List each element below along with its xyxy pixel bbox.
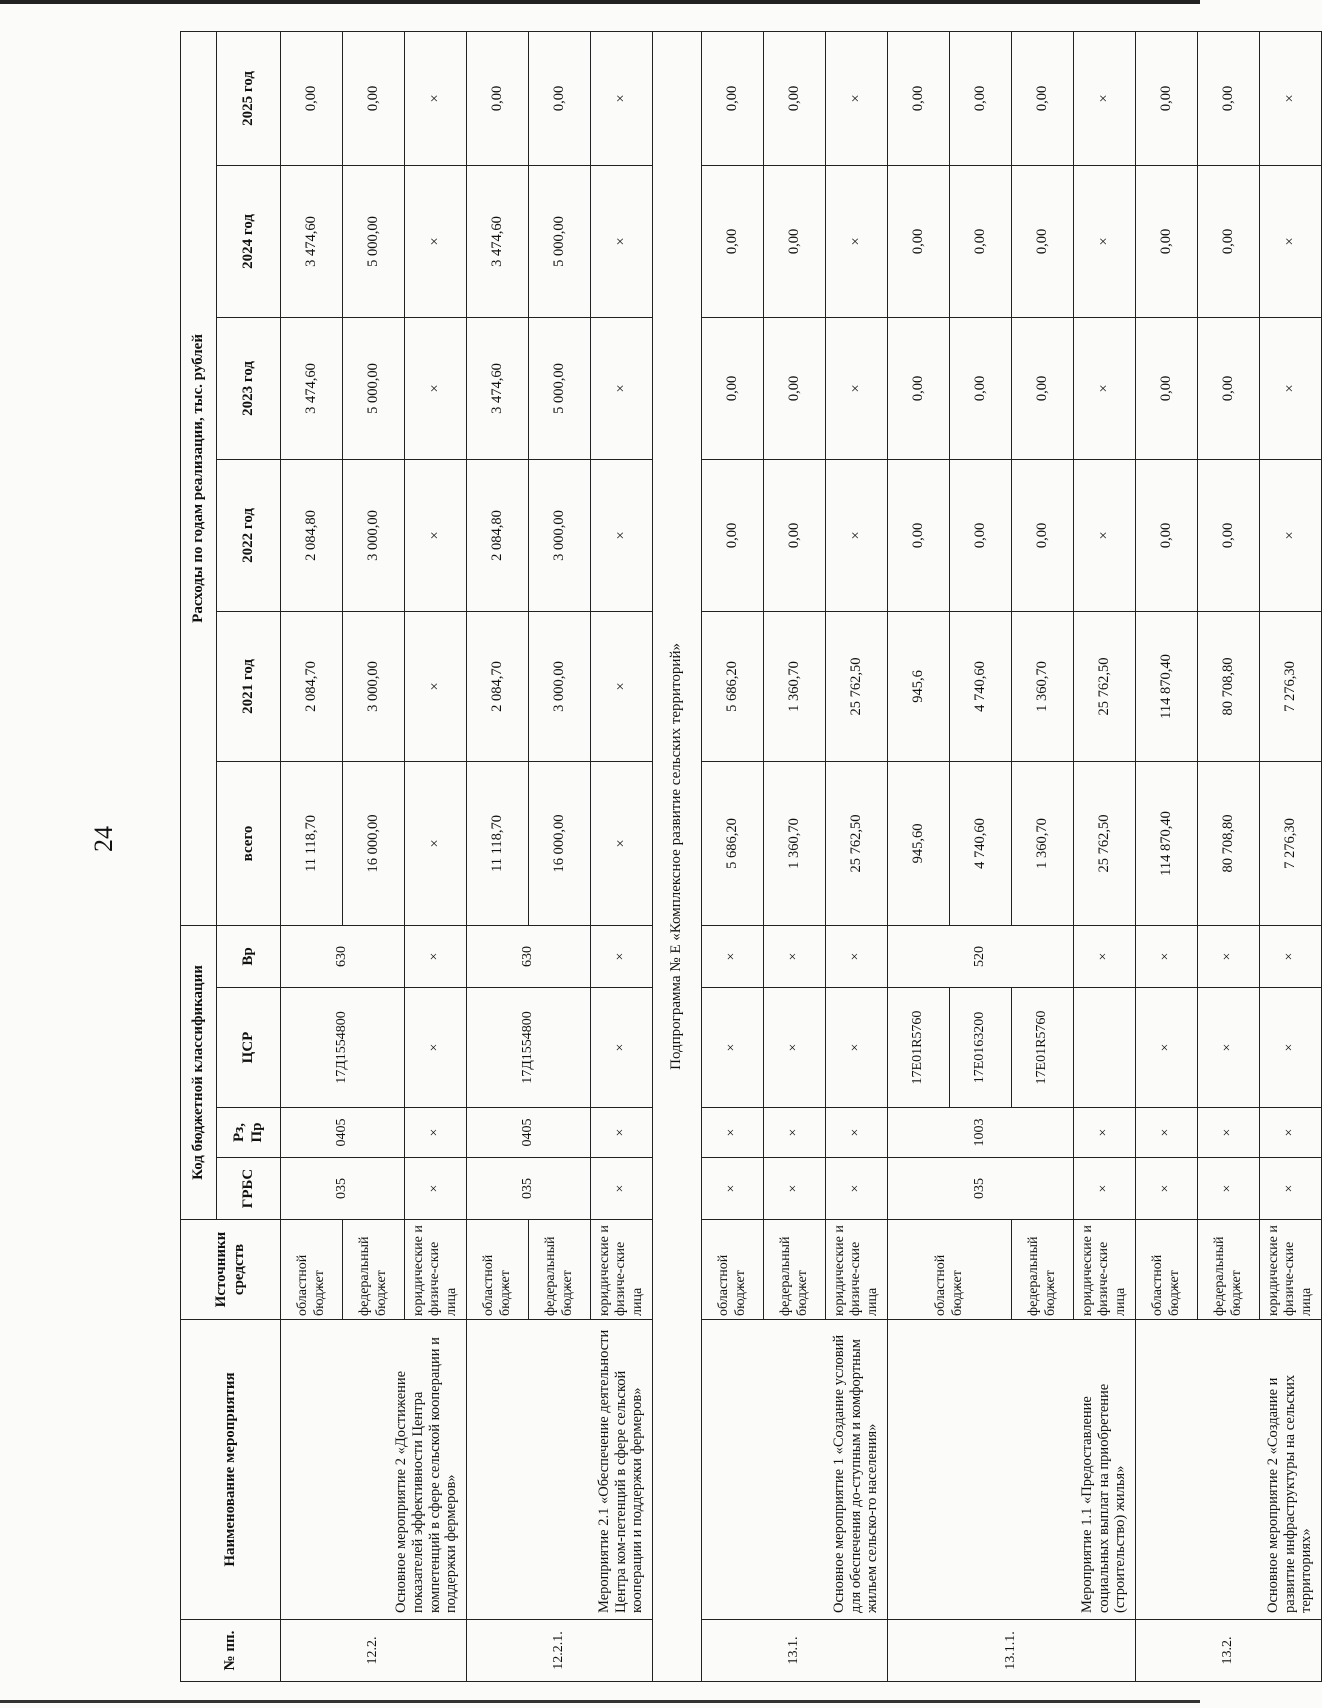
- y2024-cell: ×: [826, 165, 888, 317]
- table-row: [702, 31, 764, 1681]
- measure-name: Мероприятие 2.1 «Обеспечение деятельности Центра ком-петенций в сфере сельской кооперации и поддержки фермеров»: [467, 1320, 653, 1620]
- vr-cell: ×: [702, 925, 764, 987]
- header-2025: 2025 год: [217, 31, 281, 165]
- total-cell: 1 360,70: [764, 761, 826, 925]
- y2025-cell: 0,00: [702, 31, 764, 165]
- subprogram-title: Подпрограмма № Е «Комплексное развитие сельских территорий»: [653, 31, 702, 1681]
- vr-cell: 630: [467, 925, 591, 987]
- subprogram-row: [653, 31, 702, 1681]
- y2025-cell: ×: [1074, 31, 1136, 165]
- y2025-cell: ×: [405, 31, 467, 165]
- top-border-line: [0, 0, 1200, 4]
- y2024-cell: 3 474,60: [467, 165, 529, 317]
- source-cell: областной бюджет: [1136, 1220, 1198, 1320]
- csr-cell: 17Е01R5760: [1012, 988, 1074, 1108]
- total-cell: 1 360,70: [1012, 761, 1074, 925]
- y2024-cell: 0,00: [764, 165, 826, 317]
- y2023-cell: 5 000,00: [343, 317, 405, 459]
- total-cell: ×: [405, 761, 467, 925]
- row-num: 12.2.1.: [467, 1620, 653, 1682]
- source-cell: юридические и физиче-ские лица: [405, 1220, 467, 1320]
- header-code-group: Код бюджетной классификации: [181, 925, 217, 1219]
- vr-cell: ×: [1198, 925, 1260, 987]
- rotated-table-frame: [180, 32, 1315, 1682]
- vr-cell: ×: [1136, 925, 1198, 987]
- measure-name: Мероприятие 1.1 «Предоставление социальных выплат на приобретение (строительство) жилья»: [888, 1320, 1136, 1620]
- header-expenses-group: Расходы по годам реализации, тыс. рублей: [181, 31, 217, 925]
- y2024-cell: 0,00: [1198, 165, 1260, 317]
- source-cell: юридические и физиче-ские лица: [591, 1220, 653, 1320]
- y2021-cell: 80 708,80: [1198, 611, 1260, 761]
- header-vr: Вр: [217, 925, 281, 987]
- source-cell: федеральный бюджет: [529, 1220, 591, 1320]
- y2021-cell: 114 870,40: [1136, 611, 1198, 761]
- vr-cell: ×: [405, 925, 467, 987]
- table-row: [281, 31, 343, 1681]
- csr-cell: ×: [826, 988, 888, 1108]
- y2025-cell: 0,00: [343, 31, 405, 165]
- header-source: Источники средств: [181, 1220, 281, 1320]
- y2022-cell: 0,00: [764, 459, 826, 611]
- y2024-cell: 0,00: [702, 165, 764, 317]
- total-cell: 25 762,50: [1074, 761, 1136, 925]
- source-cell: федеральный бюджет: [1198, 1220, 1260, 1320]
- y2023-cell: ×: [1074, 317, 1136, 459]
- y2025-cell: 0,00: [1198, 31, 1260, 165]
- y2023-cell: ×: [1260, 317, 1322, 459]
- y2023-cell: 0,00: [1012, 317, 1074, 459]
- measure-name: Основное мероприятие 2 «Создание и развитие инфраструктуры на сельских территориях»: [1136, 1320, 1322, 1620]
- y2022-cell: 0,00: [1136, 459, 1198, 611]
- row-num: 13.2.: [1136, 1620, 1322, 1682]
- page-number: 24: [89, 826, 118, 852]
- y2024-cell: ×: [1074, 165, 1136, 317]
- csr-cell: ×: [764, 988, 826, 1108]
- y2024-cell: 0,00: [1136, 165, 1198, 317]
- grbs-cell: ×: [591, 1158, 653, 1220]
- csr-cell: [1074, 988, 1136, 1108]
- y2023-cell: 0,00: [702, 317, 764, 459]
- total-cell: ×: [591, 761, 653, 925]
- row-num: 13.1.: [702, 1620, 888, 1682]
- y2021-cell: 2 084,70: [281, 611, 343, 761]
- csr-cell: ×: [405, 988, 467, 1108]
- grbs-cell: ×: [405, 1158, 467, 1220]
- rzpr-cell: ×: [1136, 1108, 1198, 1158]
- y2025-cell: 0,00: [888, 31, 950, 165]
- grbs-cell: ×: [1074, 1158, 1136, 1220]
- vr-cell: ×: [826, 925, 888, 987]
- y2023-cell: 0,00: [888, 317, 950, 459]
- table-row: [1136, 31, 1198, 1681]
- total-cell: 11 118,70: [467, 761, 529, 925]
- vr-cell: ×: [1260, 925, 1322, 987]
- vr-cell: ×: [764, 925, 826, 987]
- y2022-cell: 2 084,80: [281, 459, 343, 611]
- y2023-cell: 5 000,00: [529, 317, 591, 459]
- grbs-cell: ×: [1198, 1158, 1260, 1220]
- rzpr-cell: 1003: [888, 1108, 1074, 1158]
- total-cell: 945,60: [888, 761, 950, 925]
- row-num: 13.1.1.: [888, 1620, 1136, 1682]
- y2023-cell: 3 474,60: [281, 317, 343, 459]
- vr-cell: 520: [888, 925, 1074, 987]
- y2022-cell: ×: [405, 459, 467, 611]
- rzpr-cell: ×: [1074, 1108, 1136, 1158]
- header-2021: 2021 год: [217, 611, 281, 761]
- y2021-cell: 2 084,70: [467, 611, 529, 761]
- y2025-cell: 0,00: [281, 31, 343, 165]
- grbs-cell: 035: [467, 1158, 591, 1220]
- y2025-cell: 0,00: [950, 31, 1012, 165]
- csr-cell: ×: [1136, 988, 1198, 1108]
- vr-cell: ×: [591, 925, 653, 987]
- total-cell: 114 870,40: [1136, 761, 1198, 925]
- y2021-cell: 945,6: [888, 611, 950, 761]
- y2025-cell: 0,00: [1136, 31, 1198, 165]
- rzpr-cell: ×: [764, 1108, 826, 1158]
- y2021-cell: 5 686,20: [702, 611, 764, 761]
- y2021-cell: 1 360,70: [764, 611, 826, 761]
- y2021-cell: 1 360,70: [1012, 611, 1074, 761]
- y2022-cell: 0,00: [702, 459, 764, 611]
- source-cell: областной бюджет: [281, 1220, 343, 1320]
- y2022-cell: 3 000,00: [529, 459, 591, 611]
- y2022-cell: 3 000,00: [343, 459, 405, 611]
- budget-table: [180, 31, 1322, 1682]
- source-cell: федеральный бюджет: [764, 1220, 826, 1320]
- y2021-cell: 7 276,30: [1260, 611, 1322, 761]
- y2021-cell: 25 762,50: [1074, 611, 1136, 761]
- header-name: Наименование мероприятия: [181, 1320, 281, 1620]
- y2021-cell: 25 762,50: [826, 611, 888, 761]
- source-cell: юридические и физиче-ские лица: [1074, 1220, 1136, 1320]
- total-cell: 16 000,00: [529, 761, 591, 925]
- y2025-cell: 0,00: [529, 31, 591, 165]
- total-cell: 7 276,30: [1260, 761, 1322, 925]
- grbs-cell: 035: [281, 1158, 405, 1220]
- total-cell: 5 686,20: [702, 761, 764, 925]
- rotated-table-sheet: [180, 32, 1315, 1682]
- csr-cell: 17Д1554800: [467, 988, 591, 1108]
- csr-cell: ×: [1260, 988, 1322, 1108]
- y2023-cell: 0,00: [764, 317, 826, 459]
- rzpr-cell: 0405: [467, 1108, 591, 1158]
- y2025-cell: 0,00: [764, 31, 826, 165]
- source-cell: юридические и физиче-ские лица: [1260, 1220, 1322, 1320]
- rzpr-cell: 0405: [281, 1108, 405, 1158]
- header-grbs: ГРБС: [217, 1158, 281, 1220]
- rzpr-cell: ×: [826, 1108, 888, 1158]
- y2023-cell: ×: [826, 317, 888, 459]
- grbs-cell: ×: [764, 1158, 826, 1220]
- y2022-cell: ×: [591, 459, 653, 611]
- y2022-cell: ×: [826, 459, 888, 611]
- grbs-cell: 035: [888, 1158, 1074, 1220]
- rzpr-cell: ×: [702, 1108, 764, 1158]
- y2024-cell: 5 000,00: [343, 165, 405, 317]
- y2023-cell: ×: [405, 317, 467, 459]
- y2022-cell: ×: [1260, 459, 1322, 611]
- y2025-cell: ×: [826, 31, 888, 165]
- csr-cell: 17Е0163200: [950, 988, 1012, 1108]
- y2024-cell: 3 474,60: [281, 165, 343, 317]
- y2025-cell: ×: [591, 31, 653, 165]
- y2023-cell: 0,00: [950, 317, 1012, 459]
- grbs-cell: ×: [702, 1158, 764, 1220]
- grbs-cell: ×: [1136, 1158, 1198, 1220]
- source-cell: областной бюджет: [888, 1220, 1012, 1320]
- grbs-cell: ×: [826, 1158, 888, 1220]
- source-cell: областной бюджет: [702, 1220, 764, 1320]
- bottom-border-line: [0, 1700, 1200, 1703]
- y2024-cell: ×: [1260, 165, 1322, 317]
- y2023-cell: 0,00: [1198, 317, 1260, 459]
- source-cell: федеральный бюджет: [1012, 1220, 1074, 1320]
- table-row: [467, 31, 529, 1681]
- y2022-cell: ×: [1074, 459, 1136, 611]
- y2024-cell: 5 000,00: [529, 165, 591, 317]
- y2021-cell: ×: [591, 611, 653, 761]
- csr-cell: 17Д1554800: [281, 988, 405, 1108]
- y2023-cell: 0,00: [1136, 317, 1198, 459]
- y2022-cell: 0,00: [888, 459, 950, 611]
- csr-cell: ×: [702, 988, 764, 1108]
- y2025-cell: 0,00: [1012, 31, 1074, 165]
- header-2022: 2022 год: [217, 459, 281, 611]
- vr-cell: 630: [281, 925, 405, 987]
- total-cell: 16 000,00: [343, 761, 405, 925]
- vr-cell: ×: [1074, 925, 1136, 987]
- measure-name: Основное мероприятие 1 «Создание условий для обеспечения до-ступным и комфортным жильем сельско-го населения»: [702, 1320, 888, 1620]
- row-num: 12.2.: [281, 1620, 467, 1682]
- header-2024: 2024 год: [217, 165, 281, 317]
- total-cell: 25 762,50: [826, 761, 888, 925]
- y2022-cell: 0,00: [950, 459, 1012, 611]
- rzpr-cell: ×: [591, 1108, 653, 1158]
- y2022-cell: 2 084,80: [467, 459, 529, 611]
- csr-cell: ×: [591, 988, 653, 1108]
- y2024-cell: ×: [405, 165, 467, 317]
- y2023-cell: 3 474,60: [467, 317, 529, 459]
- total-cell: 80 708,80: [1198, 761, 1260, 925]
- total-cell: 4 740,60: [950, 761, 1012, 925]
- total-cell: 11 118,70: [281, 761, 343, 925]
- y2023-cell: ×: [591, 317, 653, 459]
- measure-name: Основное мероприятие 2 «Достижение показателей эффективности Центра компетенций в сфере сельской кооперации и поддержки фермеров»: [281, 1320, 467, 1620]
- y2025-cell: ×: [1260, 31, 1322, 165]
- y2024-cell: 0,00: [950, 165, 1012, 317]
- source-cell: юридические и физиче-ские лица: [826, 1220, 888, 1320]
- csr-cell: 17Е01R5760: [888, 988, 950, 1108]
- y2025-cell: 0,00: [467, 31, 529, 165]
- header-total: всего: [217, 761, 281, 925]
- rzpr-cell: ×: [405, 1108, 467, 1158]
- y2021-cell: ×: [405, 611, 467, 761]
- source-cell: областной бюджет: [467, 1220, 529, 1320]
- source-cell: федеральный бюджет: [343, 1220, 405, 1320]
- y2024-cell: 0,00: [888, 165, 950, 317]
- rzpr-cell: ×: [1198, 1108, 1260, 1158]
- grbs-cell: ×: [1260, 1158, 1322, 1220]
- csr-cell: ×: [1198, 988, 1260, 1108]
- y2022-cell: 0,00: [1012, 459, 1074, 611]
- header-2023: 2023 год: [217, 317, 281, 459]
- y2024-cell: ×: [591, 165, 653, 317]
- y2021-cell: 4 740,60: [950, 611, 1012, 761]
- rzpr-cell: ×: [1260, 1108, 1322, 1158]
- y2021-cell: 3 000,00: [343, 611, 405, 761]
- header-rzpr: Рз, Пр: [217, 1108, 281, 1158]
- y2022-cell: 0,00: [1198, 459, 1260, 611]
- header-num: № пп.: [181, 1620, 281, 1682]
- y2021-cell: 3 000,00: [529, 611, 591, 761]
- y2024-cell: 0,00: [1012, 165, 1074, 317]
- table-row: [888, 31, 950, 1681]
- header-csr: ЦСР: [217, 988, 281, 1108]
